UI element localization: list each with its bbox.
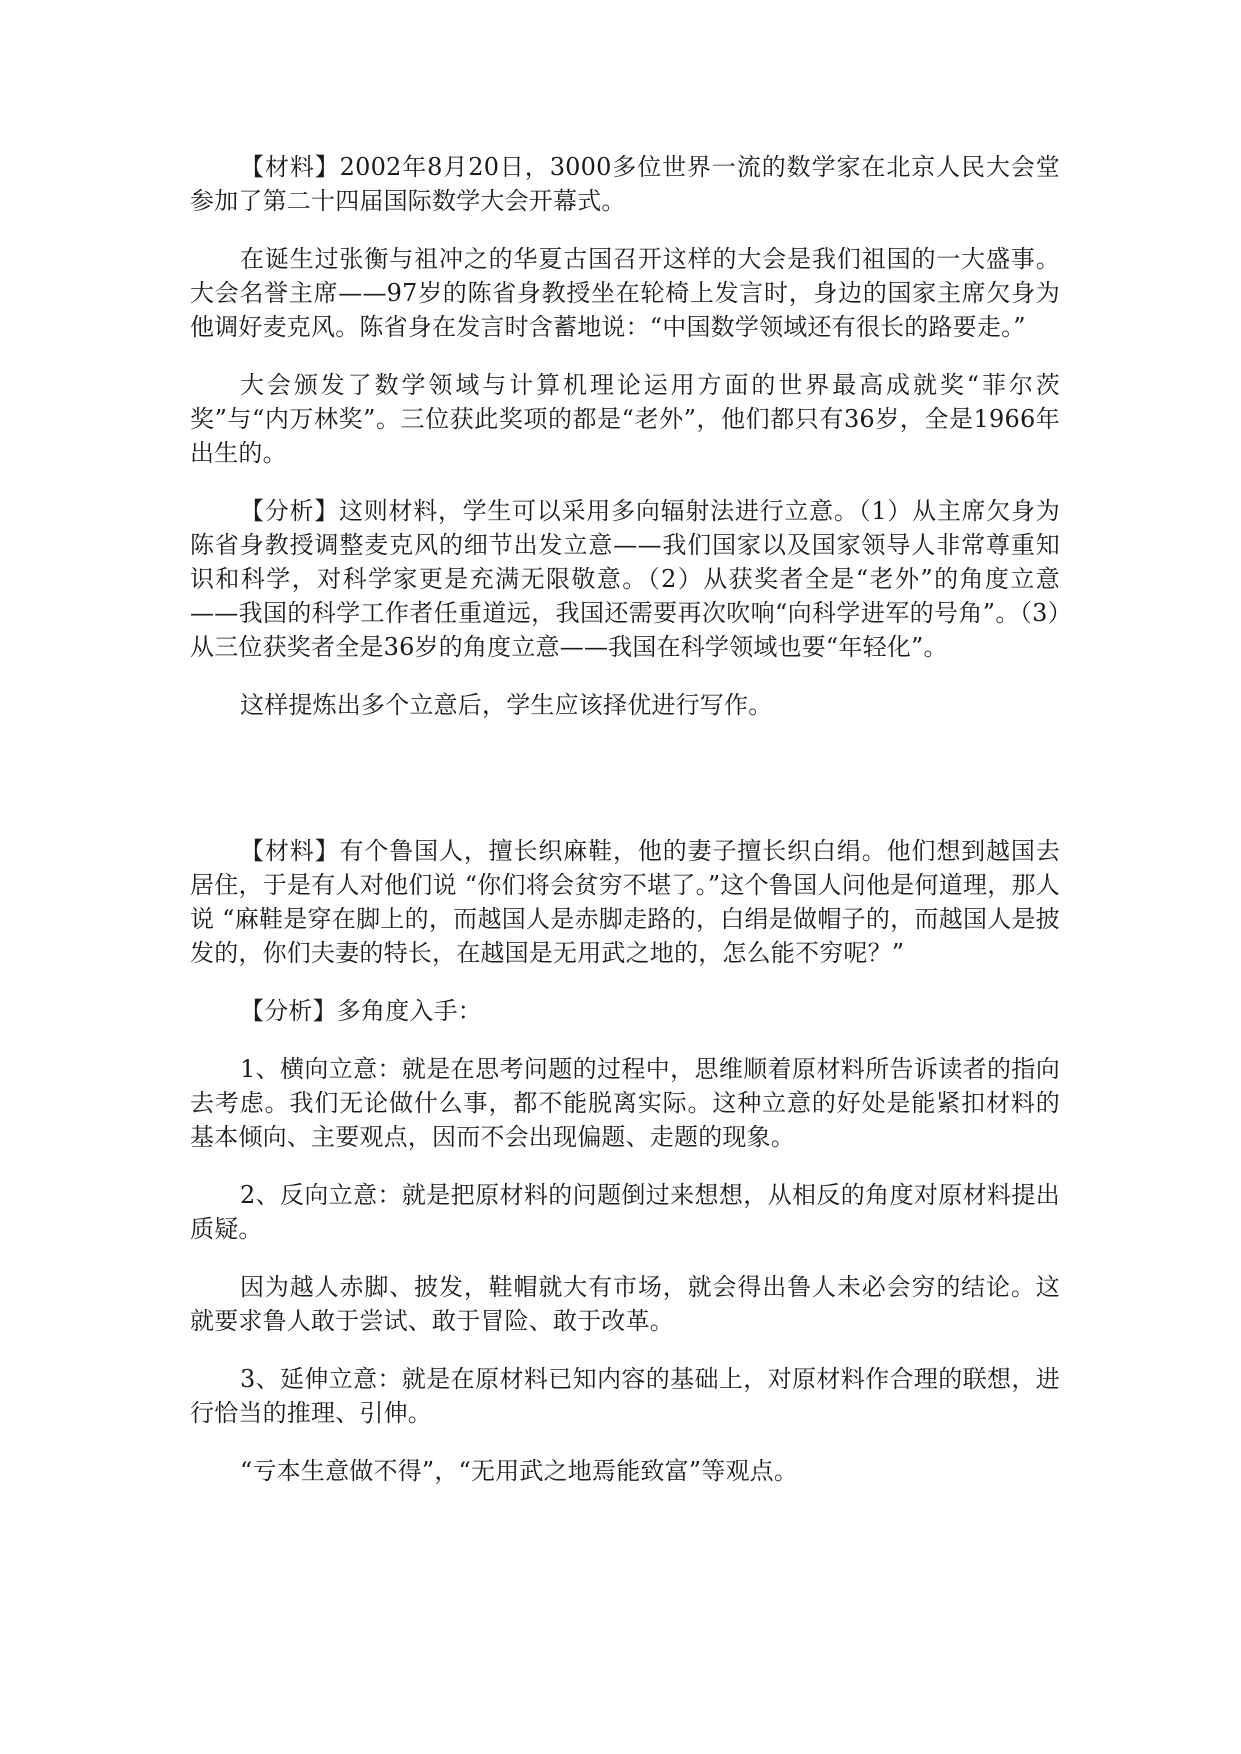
material-1-paragraph: 【材料】2002年8月20日，3000多位世界一流的数学家在北京人民大会堂参加了第二十四届国际数学大会开幕式。 <box>190 153 1060 215</box>
extension-idea-paragraph: 3、延伸立意：就是在原材料已知内容的基础上，对原材料作合理的联想，进行恰当的推理、引伸。 <box>190 1365 1060 1427</box>
material-2-paragraph: 【材料】有个鲁国人，擅长织麻鞋，他的妻子擅长织白绢。他们想到越国去居住，于是有人对他们说 “你们将会贫穷不堪了。”这个鲁国人问他是何道理，那人说 “麻鞋是穿在脚上的，而越国人是赤脚走路的，白绢是做帽子的，而越国人是披发的，你们夫妻的特长，在越国是无用武之地的，怎么能不穷呢？” <box>190 837 1060 967</box>
material-1-award-paragraph: 大会颁发了数学领域与计算机理论运用方面的世界最高成就奖“菲尔茨奖”与“内万林奖”。三位获此奖项的都是“老外”，他们都只有36岁，全是1966年出生的。 <box>190 371 1060 467</box>
analysis-2-heading: 【分析】多角度入手： <box>240 997 482 1025</box>
reverse-idea-paragraph: 2、反向立意：就是把原材料的问题倒过来想想，从相反的角度对原材料提出质疑。 <box>190 1181 1060 1243</box>
material-1-context-paragraph: 在诞生过张衡与祖冲之的华夏古国召开这样的大会是我们祖国的一大盛事。大会名誉主席——97岁的陈省身教授坐在轮椅上发言时，身边的国家主席欠身为他调好麦克风。陈省身在发言时含蓄地说：“中国数学领域还有很长的路要走。” <box>190 245 1060 341</box>
viewpoints-paragraph: “亏本生意做不得”，“无用武之地焉能致富”等观点。 <box>240 1457 799 1485</box>
horizontal-idea-paragraph: 1、横向立意：就是在思考问题的过程中，思维顺着原材料所告诉读者的指向去考虑。我们无论做什么事，都不能脱离实际。这种立意的好处是能紧扣材料的基本倾向、主要观点，因而不会出现偏题、走题的现象。 <box>190 1055 1060 1151</box>
analysis-1-summary-paragraph: 这样提炼出多个立意后，学生应该择优进行写作。 <box>240 691 773 719</box>
reverse-example-paragraph: 因为越人赤脚、披发，鞋帽就大有市场，就会得出鲁人未必会穷的结论。这就要求鲁人敢于尝试、敢于冒险、敢于改革。 <box>190 1273 1060 1335</box>
analysis-1-paragraph: 【分析】这则材料，学生可以采用多向辐射法进行立意。（1）从主席欠身为陈省身教授调整麦克风的细节出发立意——我们国家以及国家领导人非常尊重知识和科学，对科学家更是充满无限敬意。（2）从获奖者全是“老外”的角度立意——我国的科学工作者任重道远，我国还需要再次吹响“向科学进军的号角”。（3）从三位获奖者全是36岁的角度立意——我国在科学领域也要“年轻化”。 <box>190 497 1060 661</box>
document-body <box>190 150 1060 1512</box>
section-spacer <box>190 746 1060 834</box>
